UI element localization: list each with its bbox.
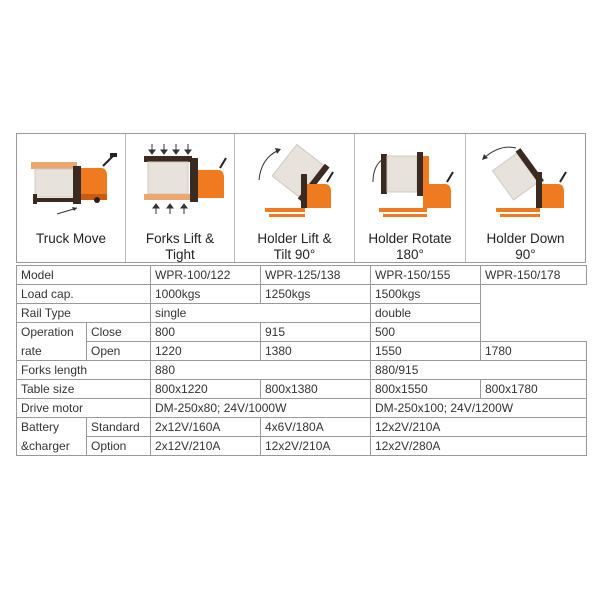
table-cell-empty [481,304,587,323]
table-cell: 800x1380 [261,380,371,399]
table-row-table-size [17,380,587,399]
table-cell: 800x1550 [371,380,481,399]
row-label: rate [17,342,87,361]
row-label: Battery [17,418,87,437]
table-cell: 1380 [261,342,371,361]
table-cell: double [371,304,481,323]
caption-holder-down: Holder Down 90° [486,231,565,262]
table-cell: 4x6V/180A [261,418,371,437]
table-cell: 915 [261,323,371,342]
table-row-drive [17,399,587,418]
truck-move-panel [17,134,126,262]
table-cell: 800 [151,323,261,342]
truck-move-illustration [17,136,125,231]
row-sublabel: Standard [87,418,151,437]
row-label: Rail Type [17,304,151,323]
table-cell: 12x2V/280A [371,437,587,456]
table-cell: 1220 [151,342,261,361]
table-cell-empty [481,285,587,304]
table-cell: 2x12V/210A [151,437,261,456]
row-label: Model [17,266,151,285]
row-label: Forks length [17,361,151,380]
table-cell: DM-250x80; 24V/1000W [151,399,371,418]
row-sublabel: Close [87,323,151,342]
table-row-load [17,285,587,304]
caption-forks-lift: Forks Lift & Tight [145,231,215,262]
row-label: &charger [17,437,87,456]
caption-holder-lift: Holder Lift & Tilt 90° [257,231,332,262]
table-row-forks [17,361,587,380]
holder-lift-illustration [235,136,354,231]
table-cell: WPR-125/138 [261,266,371,285]
table-cell: 880/915 [371,361,587,380]
forks-lift-panel [126,134,235,262]
table-cell: WPR-150/178 [481,266,587,285]
table-cell: 1250kgs [261,285,371,304]
table-cell: 12x2V/210A [371,418,587,437]
table-row-standard [17,418,587,437]
table-cell: 2x12V/160A [151,418,261,437]
table-cell: 1550 [371,342,481,361]
table-cell: WPR-150/155 [371,266,481,285]
holder-rotate-illustration [355,136,465,231]
row-label: Operation [17,323,87,342]
forks-lift-illustration [126,136,234,231]
spec-table [16,265,587,456]
table-cell: 800x1780 [481,380,587,399]
table-cell: DM-250x100; 24V/1200W [371,399,587,418]
table-cell: 1000kgs [151,285,261,304]
row-label: Drive motor [17,399,151,418]
row-sublabel: Option [87,437,151,456]
holder-rotate-panel [355,134,466,262]
table-cell: 1780 [481,342,587,361]
row-label: Table size [17,380,151,399]
holder-lift-panel [235,134,355,262]
caption-truck-move: Truck Move [35,231,106,246]
table-row-rail [17,304,587,323]
table-row-close [17,323,587,342]
table-cell-empty [481,323,587,342]
table-row-option [17,437,587,456]
caption-holder-rotate: Holder Rotate 180° [368,231,452,262]
table-cell: single [151,304,371,323]
table-cell: 880 [151,361,371,380]
row-sublabel: Open [87,342,151,361]
table-cell: 800x1220 [151,380,261,399]
row-label: Load cap. [17,285,151,304]
table-cell: 500 [371,323,481,342]
holder-down-illustration [466,136,584,231]
table-cell: WPR-100/122 [151,266,261,285]
holder-down-panel [466,134,585,262]
table-cell: 1500kgs [371,285,481,304]
table-cell: 12x2V/210A [261,437,371,456]
table-row-open [17,342,587,361]
illustration-strip [16,133,586,263]
table-row-model [17,266,587,285]
